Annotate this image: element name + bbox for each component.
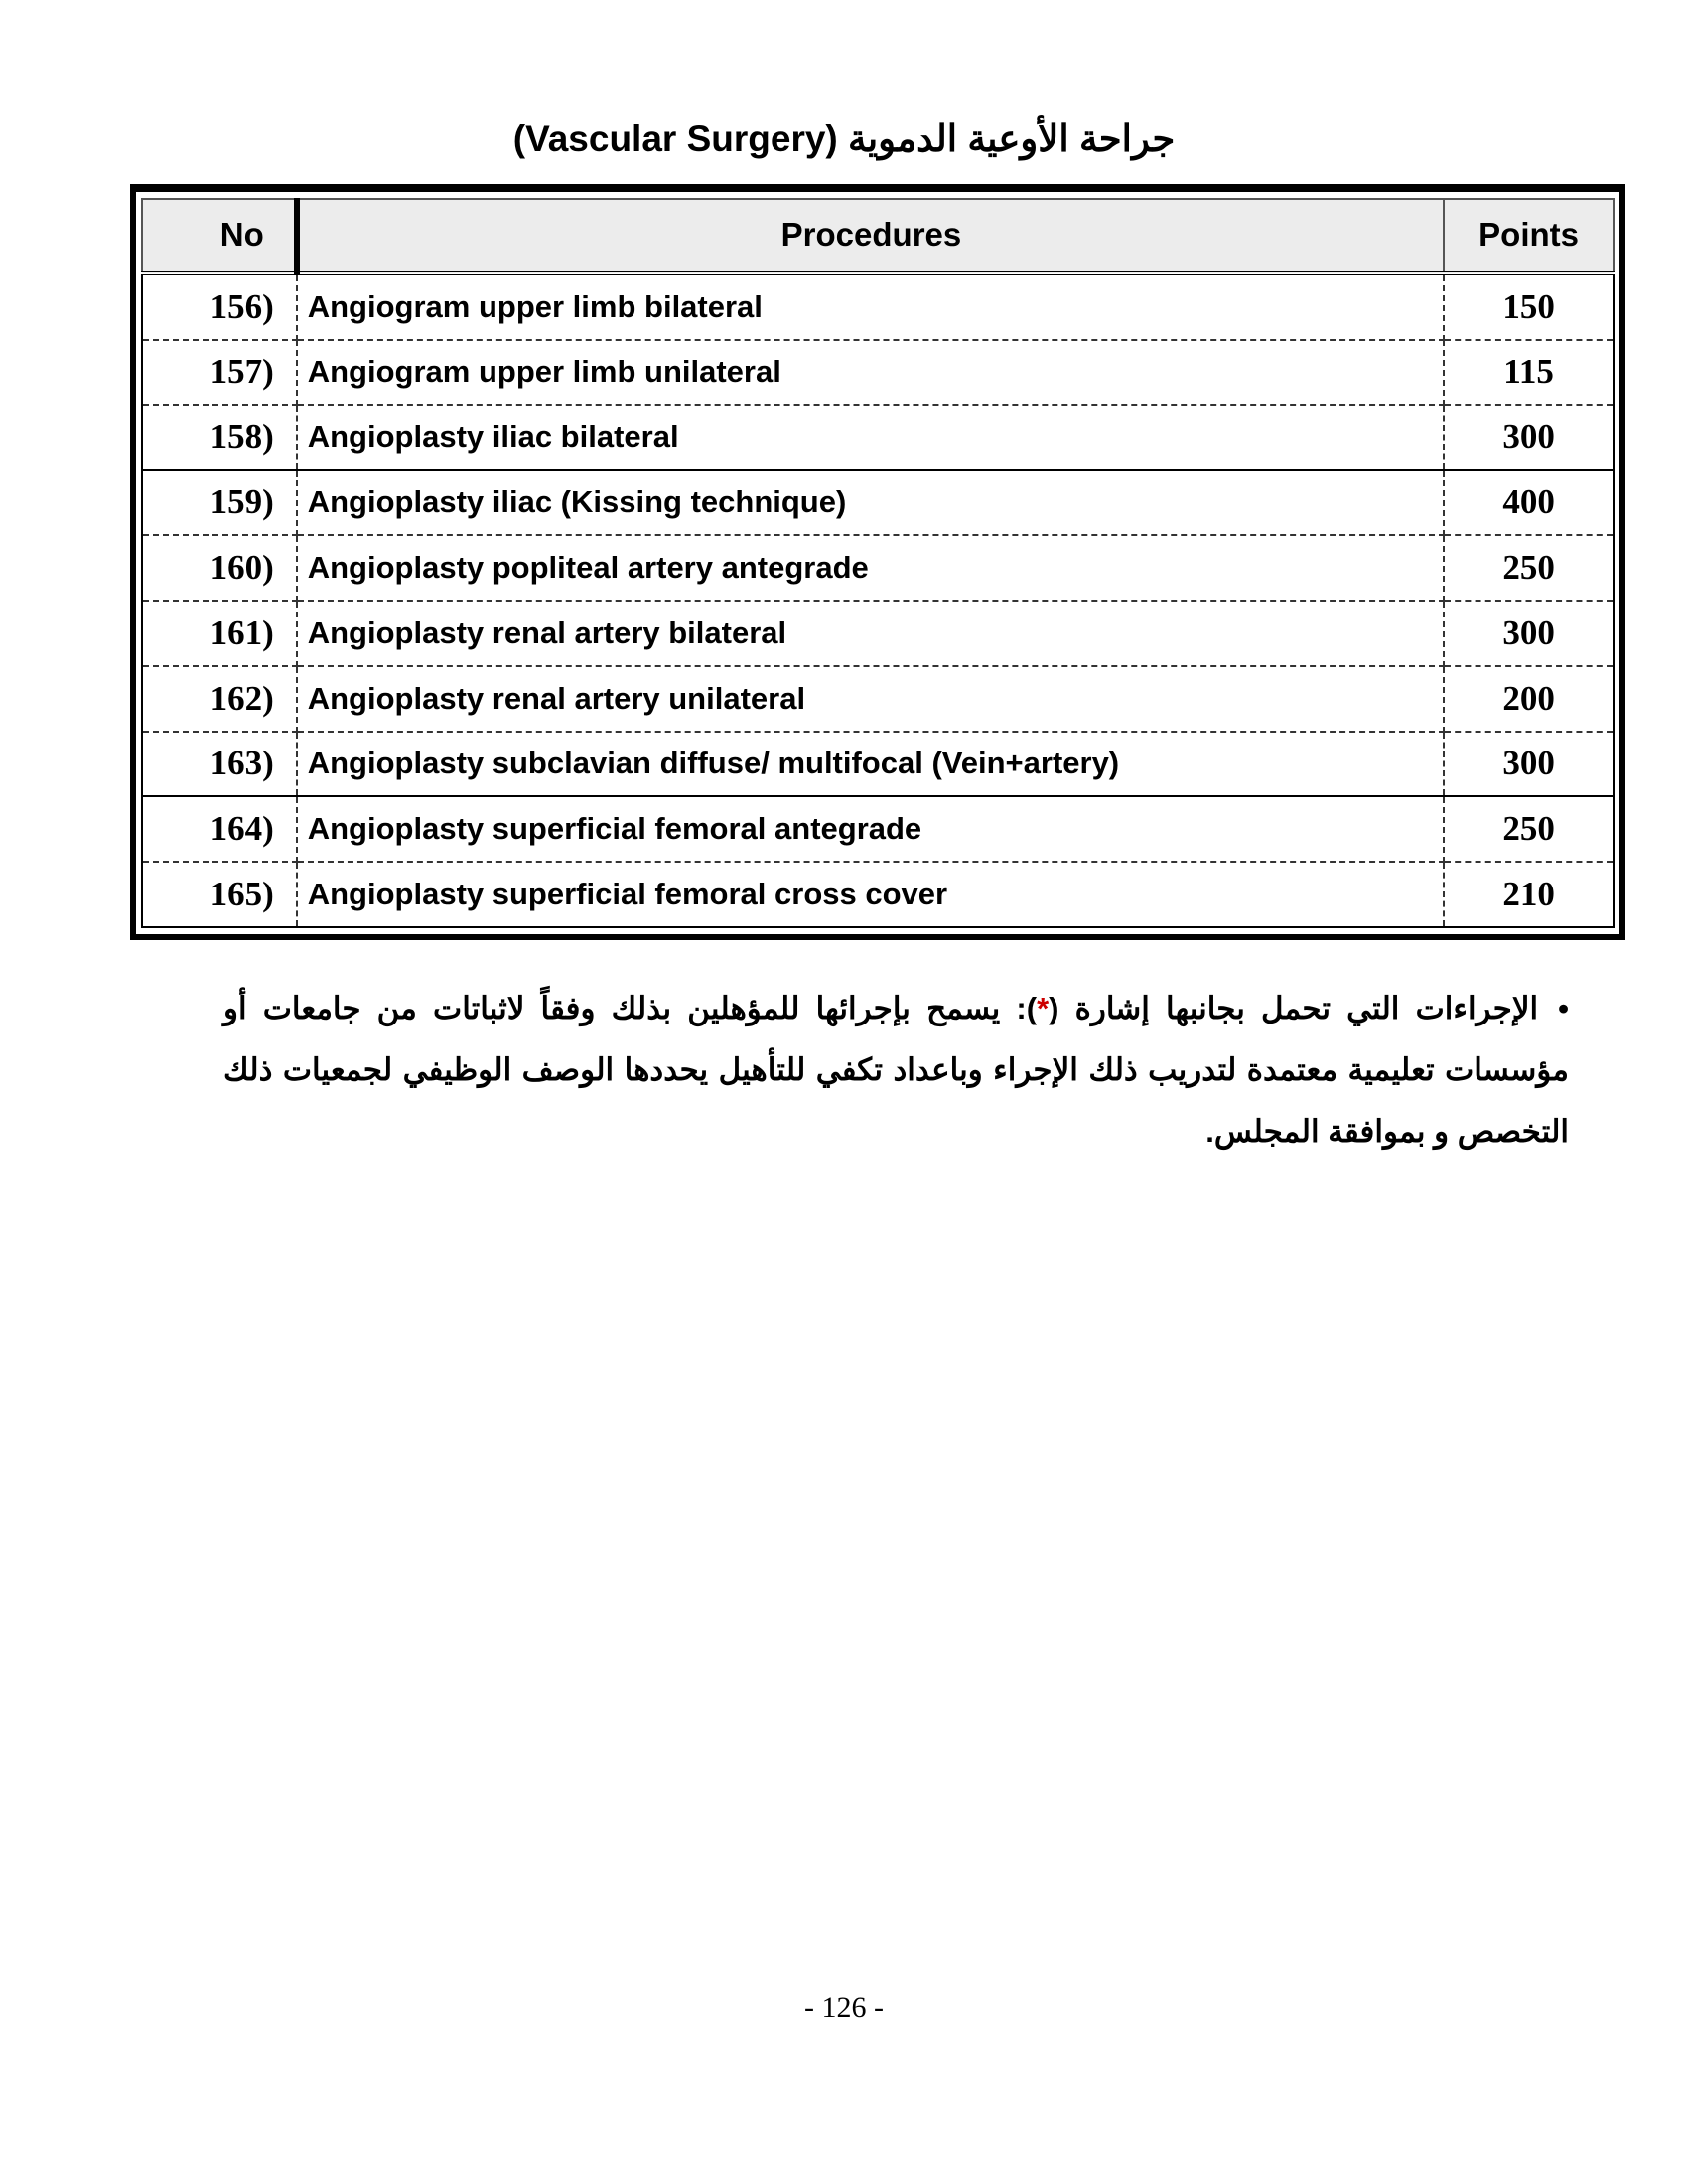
- table-row: [142, 732, 1614, 797]
- procedure-name: Angioplasty popliteal artery antegrade: [297, 535, 1444, 601]
- table-row: [142, 796, 1614, 862]
- procedure-points: 400: [1444, 470, 1614, 535]
- row-number: 159): [142, 470, 297, 535]
- procedure-name: Angiogram upper limb unilateral: [297, 340, 1444, 405]
- procedure-points: 250: [1444, 796, 1614, 862]
- procedure-name: Angioplasty renal artery unilateral: [297, 666, 1444, 732]
- footnote: [223, 978, 1569, 1162]
- star-marker: *: [1037, 991, 1050, 1025]
- table-row: [142, 601, 1614, 666]
- procedure-name: Angioplasty renal artery bilateral: [297, 601, 1444, 666]
- procedure-name: Angioplasty superficial femoral antegrade: [297, 796, 1444, 862]
- page-number: - 126 -: [804, 1991, 884, 2024]
- procedure-points: 210: [1444, 862, 1614, 927]
- header-no: No: [142, 199, 297, 273]
- table-row: [142, 405, 1614, 471]
- procedure-points: 250: [1444, 535, 1614, 601]
- procedures-table-frame: [130, 184, 1625, 940]
- procedures-table: [141, 198, 1615, 928]
- row-number: 162): [142, 666, 297, 732]
- procedure-name: Angioplasty iliac bilateral: [297, 405, 1444, 471]
- table-row: [142, 862, 1614, 927]
- row-number: 163): [142, 732, 297, 797]
- page-title: جراحة الأوعية الدموية (Vascular Surgery): [512, 118, 1176, 159]
- row-number: 158): [142, 405, 297, 471]
- procedure-points: 150: [1444, 273, 1614, 340]
- row-number: 165): [142, 862, 297, 927]
- procedure-name: Angioplasty superficial femoral cross cover: [297, 862, 1444, 927]
- footnote-text-start: الإجراءات التي تحمل بجانبها إشارة (: [1049, 991, 1539, 1025]
- row-number: 157): [142, 340, 297, 405]
- procedure-name: Angioplasty subclavian diffuse/ multifocal (Vein+artery): [297, 732, 1444, 797]
- table-row: [142, 340, 1614, 405]
- header-procedures: Procedures: [297, 199, 1444, 273]
- row-number: 164): [142, 796, 297, 862]
- procedure-name: Angioplasty iliac (Kissing technique): [297, 470, 1444, 535]
- footnote-text-rest: ): يسمح بإجرائها للمؤهلين بذلك وفقاً لاثباتات من جامعات أو مؤسسات تعليمية معتمدة لتدريب ذلك الإجراء وباعداد تكفي للتأهيل يحددها الوصف الوظيفي لجمعيات ذلك التخصص و بموافقة المجلس.: [223, 991, 1569, 1149]
- procedure-points: 300: [1444, 601, 1614, 666]
- procedure-points: 300: [1444, 405, 1614, 471]
- procedure-points: 200: [1444, 666, 1614, 732]
- row-number: 161): [142, 601, 297, 666]
- procedure-points: 300: [1444, 732, 1614, 797]
- procedure-points: 115: [1444, 340, 1614, 405]
- row-number: 160): [142, 535, 297, 601]
- table-row: [142, 666, 1614, 732]
- table-header-row: [142, 199, 1614, 273]
- table-row: [142, 470, 1614, 535]
- procedure-name: Angiogram upper limb bilateral: [297, 273, 1444, 340]
- bullet-icon: •: [1558, 991, 1569, 1025]
- header-points: Points: [1444, 199, 1614, 273]
- table-row: [142, 273, 1614, 340]
- row-number: 156): [142, 273, 297, 340]
- table-row: [142, 535, 1614, 601]
